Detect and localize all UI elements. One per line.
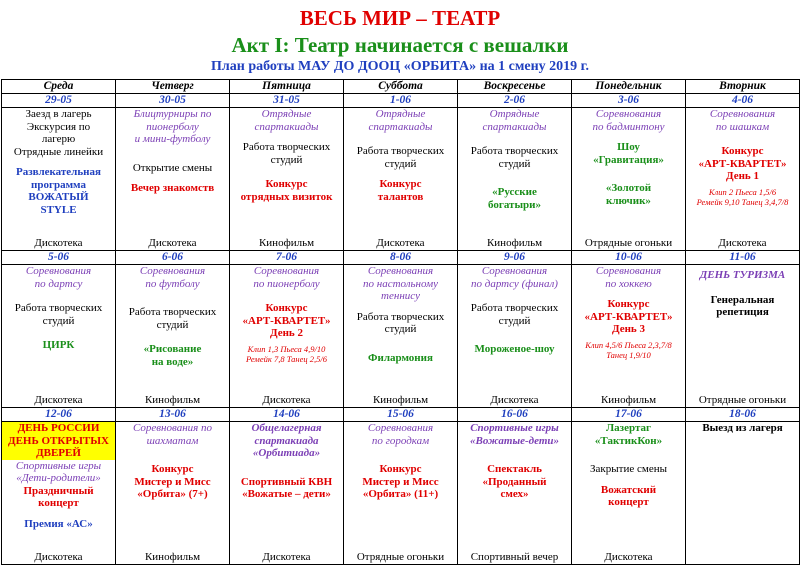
activity-line: Работа творческих (14, 302, 103, 314)
activity-line: Экскурсия по (26, 120, 91, 133)
day-activities-cell (116, 108, 230, 251)
activity-line: по настольному (362, 277, 438, 290)
spacer (572, 476, 685, 484)
day-activities-cell (686, 422, 800, 565)
plan-heading: План работы МАУ ДО ДООЦ «ОРБИТА» на 1 смену 2019 г. (211, 59, 589, 74)
day-activities-cell (116, 265, 230, 408)
spacer (572, 166, 685, 182)
activity-line: Конкурс (265, 302, 308, 314)
activity-line: Работа творческих (356, 310, 445, 323)
activity-line: Соревнования по (132, 422, 213, 434)
activity-line: спартакиады (254, 120, 319, 133)
activity-line: Спортивные игры (15, 459, 102, 472)
evening-activity: Отрядные огоньки (356, 550, 445, 563)
spacer (230, 133, 343, 141)
activity-line: Отрядные линейки (13, 145, 104, 158)
date-cell: 8-06 (344, 251, 458, 265)
evening-activity: Дискотека (376, 236, 425, 249)
weekday-header: Понедельник (572, 80, 686, 94)
activity-line: «Вожатые – дети» (242, 488, 331, 500)
activity-line: «Орбита» (7+) (137, 488, 208, 500)
activity-line: Конкурс (721, 145, 764, 157)
activity-line: Конкурс (607, 298, 650, 310)
weekday-header: Четверг (116, 80, 230, 94)
evening-activity: Кинофильм (600, 393, 657, 406)
activity-line: Танец 1,9/10 (606, 349, 651, 360)
spacer (230, 166, 343, 178)
activity-line: Работа творческих (128, 306, 217, 318)
day-activities-cell (230, 422, 344, 565)
activity-line: ЦИРК (42, 339, 75, 351)
activity-line: Клип 1,3 Пьеса 4,9/10 (247, 343, 326, 354)
date-row (2, 94, 800, 108)
activity-line: Клип 4,5/6 Пьеса 2,3,7/8 (585, 339, 672, 350)
activity-line: концерт (38, 497, 79, 509)
activity-line: концерт (608, 496, 649, 508)
activity-line: по футболу (145, 277, 200, 290)
evening-activity: Дискотека (148, 236, 197, 249)
spacer (2, 510, 115, 518)
weekday-header-row (2, 80, 800, 94)
evening-activity: Дискотека (718, 236, 767, 249)
spacer (2, 290, 115, 302)
weekday-header: Среда (2, 80, 116, 94)
activity-line: лагерю (41, 133, 76, 145)
spacer (458, 327, 571, 343)
page-subtitle: Акт I: Театр начинается с вешалки (231, 33, 569, 57)
page-title: ВЕСЬ МИР – ТЕАТР (299, 6, 501, 30)
activity-line: Развлекательная (16, 166, 101, 178)
activity-line: студий (42, 314, 75, 327)
activity-line: STYLE (40, 203, 77, 216)
day-activities-cell (344, 108, 458, 251)
activity-line: Лазертаг (605, 422, 651, 434)
activity-row (2, 108, 800, 251)
day-activities-cell (458, 422, 572, 565)
activity-line: Заезд в лагерь (25, 108, 92, 120)
activity-line: пионерболу (146, 120, 199, 133)
evening-activity: Дискотека (34, 393, 83, 406)
date-cell: 29-05 (2, 94, 116, 108)
evening-activity: Дискотека (262, 550, 311, 563)
activity-line: Генеральная (710, 293, 775, 306)
activity-line: Конкурс (151, 463, 194, 475)
activity-line: на воде» (151, 355, 194, 368)
activity-line: богатыри» (487, 198, 541, 211)
activity-line: Открытие смены (132, 161, 213, 174)
activity-line: Шоу (617, 141, 640, 153)
activity-line: Спортивные игры (470, 422, 559, 434)
activity-line: Соревнования (367, 265, 434, 277)
spacer (458, 290, 571, 302)
day-activities-cell (572, 422, 686, 565)
activity-line: смех» (500, 488, 529, 500)
activity-line: «Проданный (482, 475, 547, 488)
spacer (344, 303, 457, 311)
day-activities-cell (458, 265, 572, 408)
spacer (116, 146, 229, 162)
evening-activity: Кинофильм (144, 393, 201, 406)
activity-line: Отрядные (261, 108, 312, 120)
date-cell: 12-06 (2, 408, 116, 422)
activity-line: Закрытие смены (590, 463, 667, 475)
activity-line: студий (384, 323, 417, 335)
activity-line: Соревнования (595, 265, 662, 277)
activity-line: Соревнования (367, 422, 434, 434)
activity-line: «Золотой (605, 182, 652, 194)
spacer (458, 447, 571, 463)
activity-line: Соревнования (25, 265, 92, 277)
date-cell: 5-06 (2, 251, 116, 265)
activity-line: программа (31, 178, 86, 191)
date-row (2, 251, 800, 265)
activity-line: студий (270, 153, 303, 166)
activity-row (2, 265, 800, 408)
day-activities-cell (116, 422, 230, 565)
spacer (230, 290, 343, 302)
activity-line: Общелагерная (251, 422, 322, 434)
activity-line: Соревнования (595, 108, 662, 120)
evening-activity: Отрядные огоньки (698, 393, 787, 406)
evening-activity: Отрядные огоньки (584, 236, 673, 249)
weekday-header: Суббота (344, 80, 458, 94)
schedule-table (1, 79, 800, 565)
evening-activity: Дискотека (490, 393, 539, 406)
activity-line: по дартсу (финал) (471, 277, 558, 290)
date-cell: 9-06 (458, 251, 572, 265)
activity-line: Отрядные (489, 108, 540, 120)
date-cell: 30-05 (116, 94, 230, 108)
activity-line: Конкурс (379, 463, 422, 475)
day-activities-cell (230, 108, 344, 251)
activity-line: Мистер и Мисс (134, 475, 211, 488)
activity-line: шахматам (146, 434, 199, 447)
day-activities-cell (572, 265, 686, 408)
activity-line: студий (156, 318, 189, 331)
day-activities-cell (686, 108, 800, 251)
activity-line: День 1 (726, 170, 759, 182)
date-cell: 6-06 (116, 251, 230, 265)
spacer (686, 133, 799, 145)
activity-line: «ТактикКон» (594, 434, 663, 447)
activity-line: по городкам (371, 434, 430, 447)
activity-line: «АРТ-КВАРТЕТ» (584, 310, 673, 323)
activity-line: Соревнования (253, 265, 320, 277)
evening-activity: Кинофильм (486, 236, 543, 249)
activity-line: спартакиада (254, 434, 319, 447)
day-activities-cell (2, 422, 116, 565)
activity-line: талантов (377, 190, 424, 203)
schedule-body (2, 80, 800, 565)
activity-line: «Вожатые-дети» (470, 434, 559, 447)
activity-line: репетиция (716, 306, 769, 318)
activity-line: Мороженое-шоу (474, 343, 555, 355)
date-cell: 14-06 (230, 408, 344, 422)
activity-line: Соревнования (139, 265, 206, 277)
activity-line: Спектакль (487, 463, 542, 475)
day-activities-cell (2, 108, 116, 251)
activity-line: Работа творческих (356, 145, 445, 157)
spacer (344, 447, 457, 463)
activity-line: Филармония (368, 351, 433, 364)
activity-line: ДВЕРЕЙ (2, 447, 115, 460)
activity-line: День 2 (270, 327, 303, 339)
activity-line: Ремейк 7,8 Танец 2,5/6 (245, 353, 327, 364)
activity-line: отрядных визиток (240, 190, 333, 203)
activity-line: Ремейк 9,10 Танец 3,4,7/8 (696, 196, 789, 207)
date-cell: 10-06 (572, 251, 686, 265)
activity-line: «Гравитация» (593, 153, 664, 166)
activity-line: спартакиады (482, 120, 547, 133)
day-activities-cell (572, 108, 686, 251)
activity-line: ДЕНЬ ОТКРЫТЫХ (2, 435, 115, 448)
weekday-header: Пятница (230, 80, 344, 94)
activity-line: по дартсу (34, 277, 83, 290)
date-cell: 1-06 (344, 94, 458, 108)
activity-line: Соревнования (481, 265, 548, 277)
evening-activity: Дискотека (604, 550, 653, 563)
date-cell: 17-06 (572, 408, 686, 422)
day-activities-cell (2, 265, 116, 408)
activity-line: Мистер и Мисс (362, 475, 439, 488)
day-activities-cell (458, 108, 572, 251)
activity-line: Блицтурниры по (133, 108, 212, 120)
date-cell: 3-06 (572, 94, 686, 108)
activity-line: по пионерболу (253, 277, 320, 290)
activity-line: «АРТ-КВАРТЕТ» (698, 157, 787, 170)
spacer (344, 336, 457, 352)
activity-line: «Орбита» (11+) (362, 488, 439, 500)
evening-activity: Дискотека (262, 393, 311, 406)
spacer (2, 158, 115, 166)
activity-line: спартакиады (368, 120, 433, 133)
spacer (116, 331, 229, 343)
day-activities-cell (344, 422, 458, 565)
activity-line: Вечер знакомств (130, 182, 215, 194)
spacer (116, 447, 229, 463)
activity-line: студий (498, 314, 531, 327)
date-cell: 4-06 (686, 94, 800, 108)
spacer (572, 290, 685, 298)
date-cell: 31-05 (230, 94, 344, 108)
spacer (230, 460, 343, 476)
date-cell: 16-06 (458, 408, 572, 422)
activity-line: Отрядные (375, 108, 426, 120)
spacer (344, 170, 457, 178)
activity-line: Конкурс (379, 178, 422, 190)
date-cell: 11-06 (686, 251, 800, 265)
activity-line: по бадминтону (592, 120, 665, 133)
spacer (458, 133, 571, 145)
spacer (458, 170, 571, 186)
day-activities-cell (344, 265, 458, 408)
date-cell: 7-06 (230, 251, 344, 265)
activity-line: Работа творческих (242, 141, 331, 153)
activity-line: ДЕНЬ РОССИИ (2, 422, 115, 435)
activity-line: ключик» (606, 194, 651, 207)
activity-line: ДЕНЬ ТУРИЗМА (699, 269, 786, 281)
activity-line: «АРТ-КВАРТЕТ» (242, 314, 331, 327)
spacer (344, 133, 457, 145)
activity-line: студий (498, 157, 531, 170)
activity-line: Работа творческих (470, 145, 559, 157)
activity-line: Вожатский (600, 483, 657, 496)
evening-activity: Кинофильм (372, 393, 429, 406)
spacer (686, 282, 799, 294)
activity-line: ВОЖАТЫЙ (28, 191, 89, 203)
evening-activity: Кинофильм (144, 550, 201, 563)
activity-line: «Рисование (143, 343, 202, 355)
activity-row (2, 422, 800, 565)
activity-line: «Русские (492, 186, 537, 198)
evening-activity: Дискотека (34, 550, 83, 563)
day-activities-cell (686, 265, 800, 408)
spacer (116, 174, 229, 182)
activity-line: День 3 (612, 323, 645, 335)
activity-line: Конкурс (265, 178, 308, 190)
spacer (2, 327, 115, 339)
date-cell: 13-06 (116, 408, 230, 422)
activity-line: по шашкам (715, 120, 770, 133)
activity-line: студий (384, 157, 417, 170)
activity-line: Спортивный КВН (240, 475, 333, 488)
spacer (572, 447, 685, 463)
activity-line: Клип 2 Пьеса 1,5/6 (708, 186, 777, 197)
activity-line: Соревнования (709, 108, 776, 120)
activity-line: теннису (381, 290, 420, 302)
spacer (116, 290, 229, 306)
spacer (572, 133, 685, 141)
activity-line: и мини-футболу (134, 133, 211, 145)
evening-activity: Кинофильм (258, 236, 315, 249)
activity-line: Премия «АС» (24, 517, 93, 530)
activity-line: по хоккею (605, 277, 652, 290)
activity-line: «Дети-родители» (16, 472, 101, 484)
day-activities-cell (230, 265, 344, 408)
weekday-header: Воскресенье (458, 80, 572, 94)
activity-line: Праздничный (23, 484, 94, 497)
activity-line: Выезд из лагеря (702, 422, 783, 434)
date-cell: 18-06 (686, 408, 800, 422)
activity-line: «Орбитиада» (252, 447, 321, 459)
weekday-header: Вторник (686, 80, 800, 94)
date-cell: 15-06 (344, 408, 458, 422)
evening-activity: Спортивный вечер (470, 550, 559, 563)
evening-activity: Дискотека (34, 236, 83, 249)
activity-line: Работа творческих (470, 302, 559, 314)
date-row (2, 408, 800, 422)
date-cell: 2-06 (458, 94, 572, 108)
